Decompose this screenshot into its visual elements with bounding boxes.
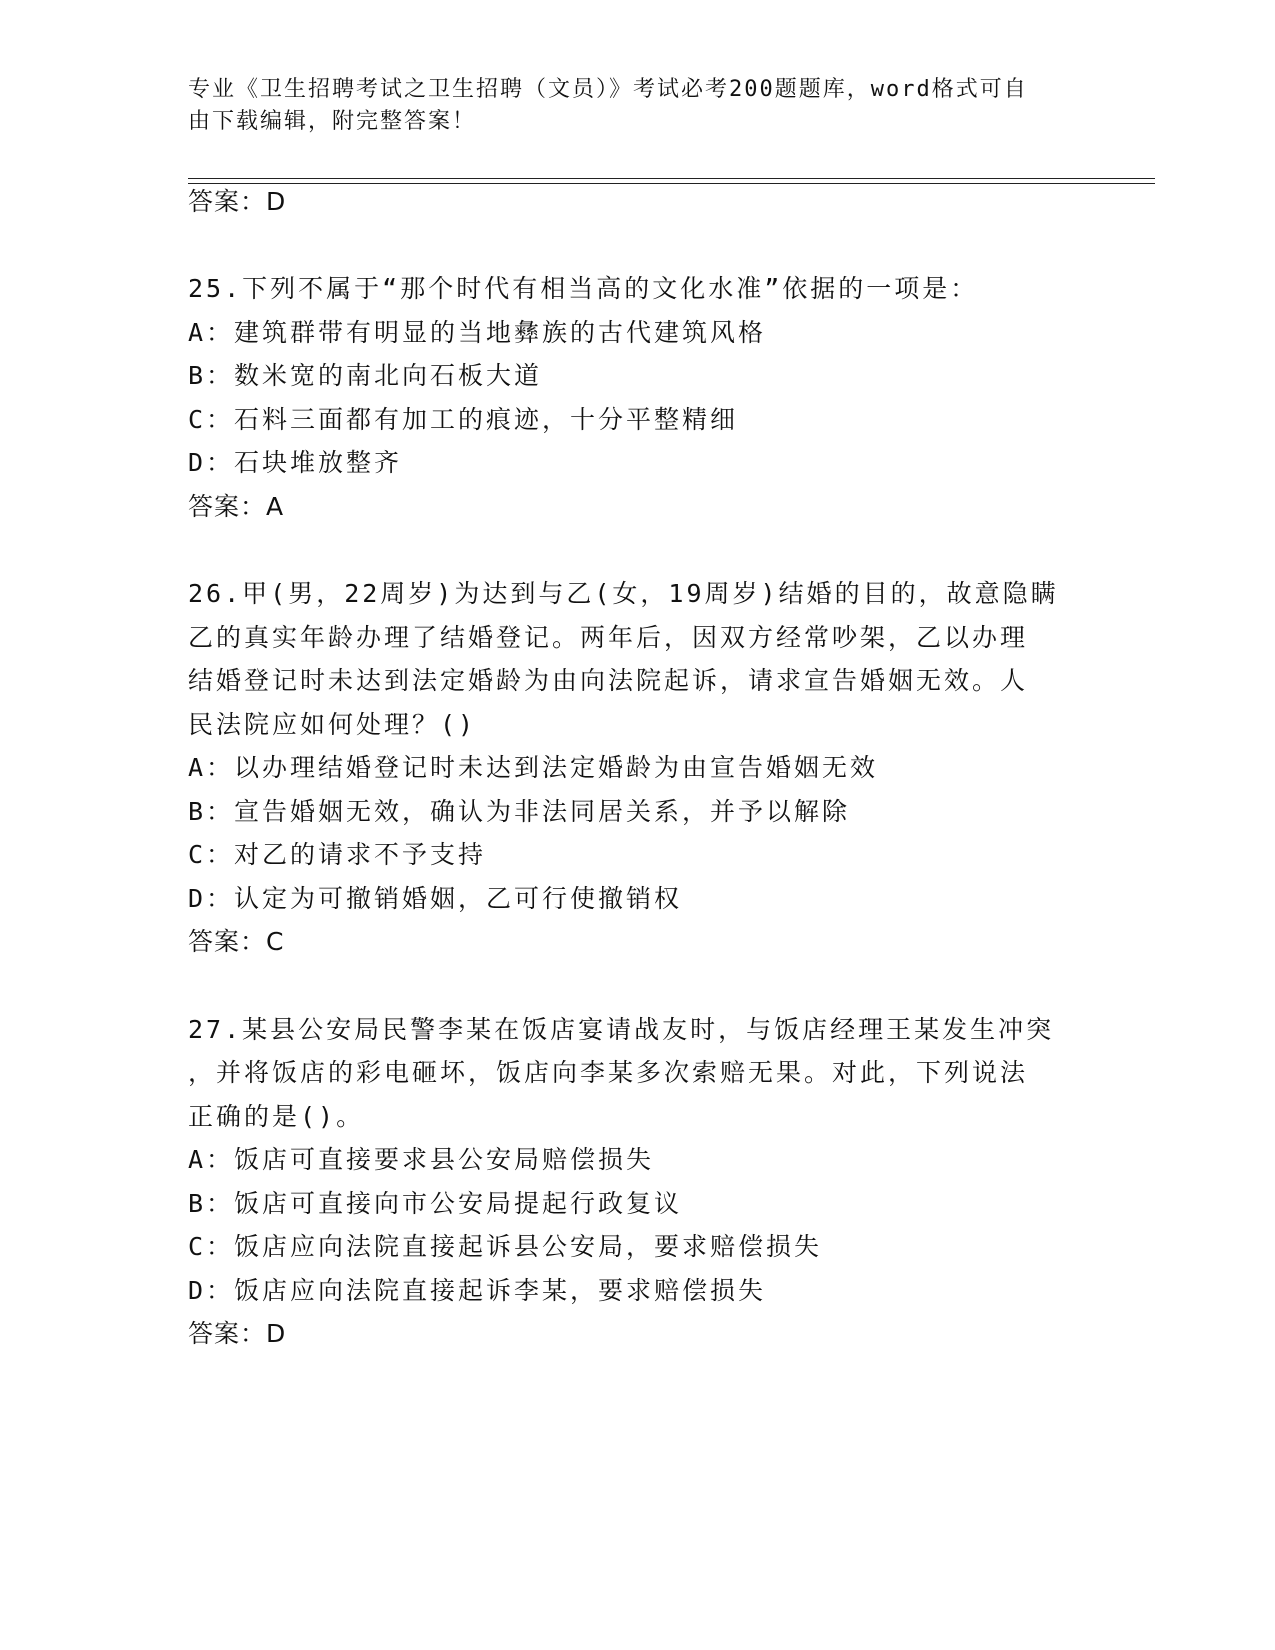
- question-25-option-d: D：石块堆放整齐: [188, 448, 403, 477]
- document-header: [188, 74, 1068, 138]
- question-27-stem-line-2: ，并将饭店的彩电砸坏，饭店向李某多次索赔无果。对此，下列说法: [188, 1058, 1029, 1087]
- header-divider-bottom: [188, 183, 1155, 184]
- header-divider-top: [188, 178, 1155, 179]
- question-26-answer: 答案：C: [188, 927, 285, 956]
- question-26-option-d: D：认定为可撤销婚姻，乙可行使撤销权: [188, 884, 683, 913]
- question-27-option-a: A：饭店可直接要求县公安局赔偿损失: [188, 1145, 655, 1174]
- question-26-option-c: C：对乙的请求不予支持: [188, 840, 487, 869]
- answer-line: 答案：D: [188, 187, 287, 216]
- question-27-option-c: C：饭店应向法院直接起诉县公安局，要求赔偿损失: [188, 1232, 823, 1261]
- question-27-option-d: D：饭店应向法院直接起诉李某，要求赔偿损失: [188, 1276, 767, 1305]
- question-25-option-c: C：石料三面都有加工的痕迹，十分平整精细: [188, 405, 739, 434]
- question-27-option-b: B：饭店可直接向市公安局提起行政复议: [188, 1189, 683, 1218]
- header-line-2: 由下载编辑，附完整答案！: [188, 109, 477, 134]
- question-25-option-b: B：数米宽的南北向石板大道: [188, 361, 543, 390]
- question-26-option-a: A：以办理结婚登记时未达到法定婚龄为由宣告婚姻无效: [188, 753, 879, 782]
- question-26-stem-line-2: 乙的真实年龄办理了结婚登记。两年后，因双方经常吵架，乙以办理: [188, 623, 1029, 652]
- question-27-stem-line-3: 正确的是()。: [188, 1102, 365, 1131]
- header-line-1: 专业《卫生招聘考试之卫生招聘（文员）》考试必考200题题库，word格式可自: [188, 77, 1028, 102]
- question-25-stem: 25.下列不属于“那个时代有相当高的文化水准”依据的一项是：: [188, 274, 979, 303]
- question-26-stem-line-3: 结婚登记时未达到法定婚龄为由向法院起诉，请求宣告婚姻无效。人: [188, 666, 1029, 695]
- question-26-stem-line-4: 民法院应如何处理？(): [188, 710, 477, 739]
- question-25-option-a: A：建筑群带有明显的当地彝族的古代建筑风格: [188, 318, 767, 347]
- question-25-answer: 答案：A: [188, 492, 285, 521]
- question-26-stem-line-1: 26.甲(男，22周岁)为达到与乙(女，19周岁)结婚的目的，故意隐瞒: [188, 579, 1059, 608]
- question-27-stem-line-1: 27.某县公安局民警李某在饭店宴请战友时，与饭店经理王某发生冲突: [188, 1015, 1055, 1044]
- question-27-answer: 答案：D: [188, 1319, 287, 1348]
- question-26-option-b: B：宣告婚姻无效，确认为非法同居关系，并予以解除: [188, 797, 851, 826]
